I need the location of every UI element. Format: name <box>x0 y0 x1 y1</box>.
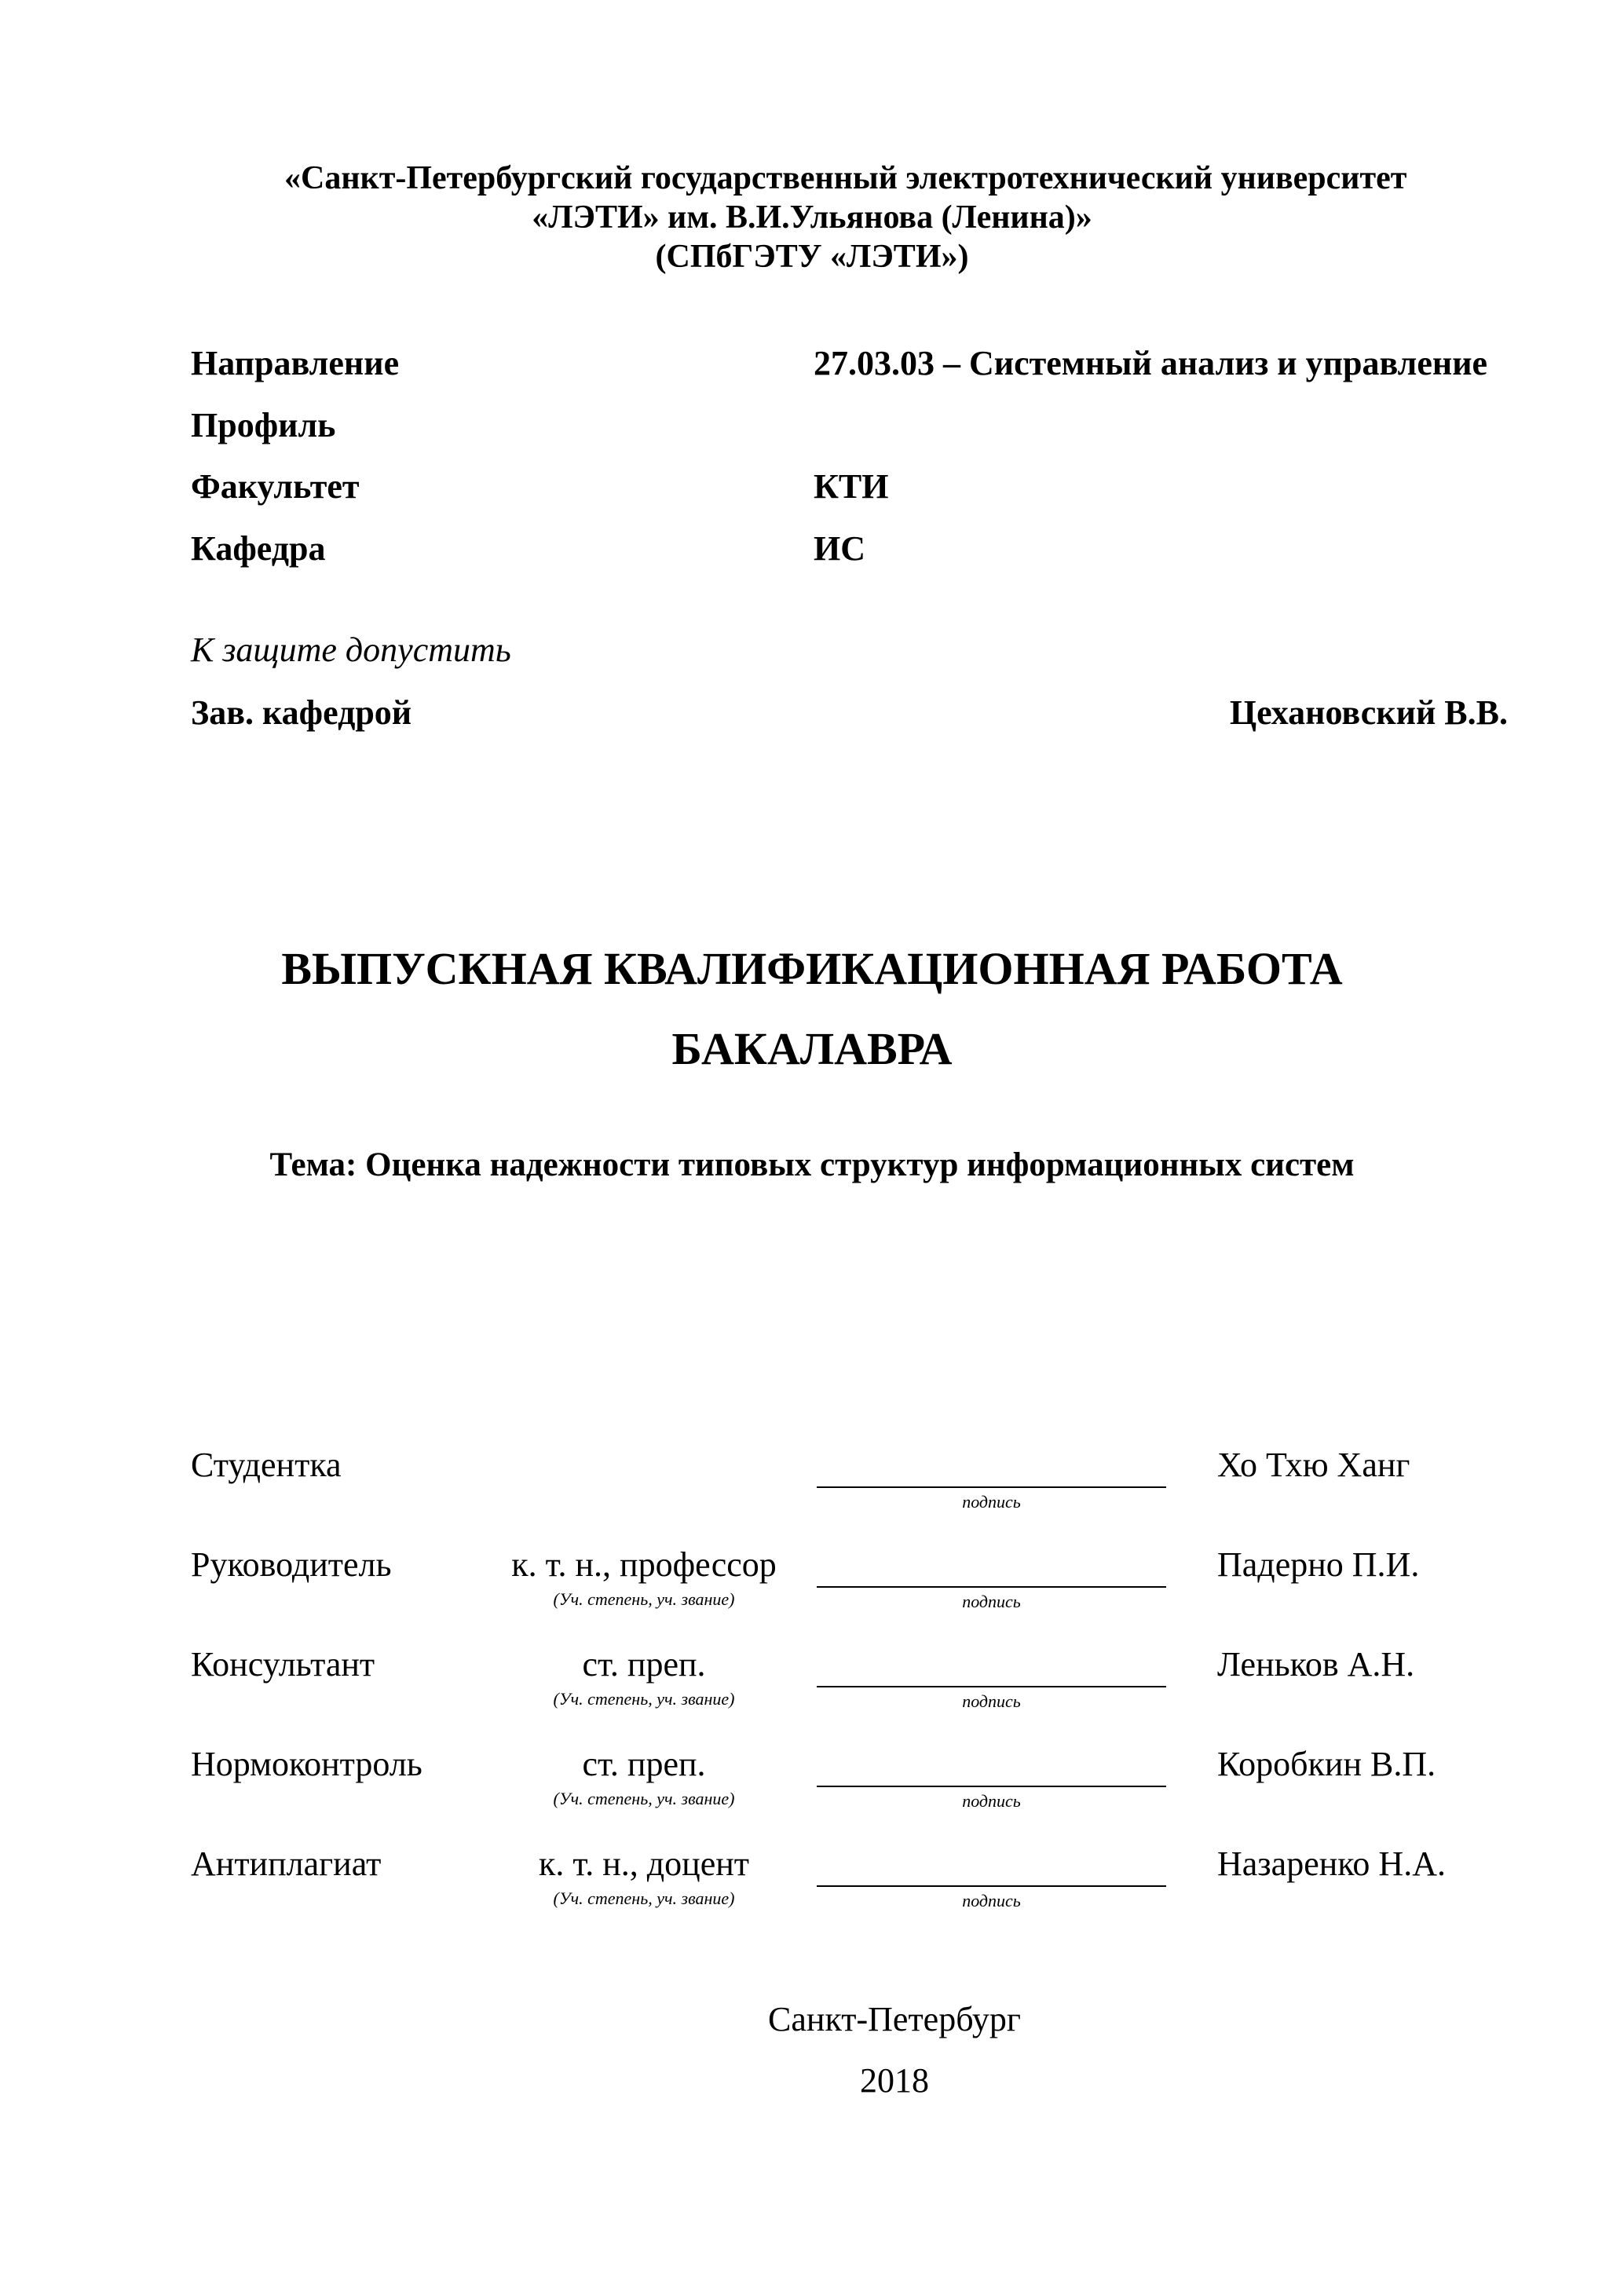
person-name: Коробкин В.П. <box>1217 1745 1436 1783</box>
role-label: Антиплагиат <box>191 1844 382 1883</box>
signature-line[interactable] <box>817 1885 1166 1887</box>
admit-to-defense-text: К защите допустить <box>191 631 511 669</box>
degree-hint: (Уч. степень, уч. звание) <box>553 1789 735 1808</box>
footer-year: 2018 <box>860 2061 929 2100</box>
work-title-line-1: ВЫПУСКНАЯ КВАЛИФИКАЦИОННАЯ РАБОТА <box>281 943 1343 994</box>
info-value-department: ИС <box>814 529 865 568</box>
degree-hint: (Уч. степень, уч. звание) <box>553 1888 735 1908</box>
signature-hint: подпись <box>962 1891 1021 1910</box>
degree-hint: (Уч. степень, уч. звание) <box>553 1589 735 1609</box>
info-label-direction: Направление <box>191 344 400 382</box>
info-label-department: Кафедра <box>191 529 326 568</box>
signature-line[interactable] <box>817 1786 1166 1787</box>
university-name-line-1: «Санкт-Петербургский государственный электротехнический университет <box>284 160 1407 196</box>
academic-degree: к. т. н., доцент <box>538 1844 750 1883</box>
footer-city: Санкт-Петербург <box>768 2000 1021 2038</box>
university-abbreviation: (СПбГЭТУ «ЛЭТИ») <box>655 239 969 275</box>
work-title-line-2: БАКАЛАВРА <box>671 1023 953 1074</box>
signature-hint: подпись <box>962 1592 1021 1611</box>
university-name-line-2: «ЛЭТИ» им. В.И.Ульянова (Ленина)» <box>532 199 1092 236</box>
head-of-department-name: Цехановский В.В. <box>1229 693 1508 732</box>
academic-degree: к. т. н., профессор <box>511 1545 777 1584</box>
degree-hint: (Уч. степень, уч. звание) <box>553 1689 735 1709</box>
academic-degree: ст. преп. <box>582 1645 706 1684</box>
info-label-profile: Профиль <box>191 406 336 444</box>
signature-line[interactable] <box>817 1486 1166 1488</box>
signature-line[interactable] <box>817 1686 1166 1687</box>
signature-hint: подпись <box>962 1492 1021 1512</box>
person-name: Леньков А.Н. <box>1217 1645 1415 1684</box>
signature-hint: подпись <box>962 1691 1021 1711</box>
info-value-faculty: КТИ <box>814 467 889 506</box>
person-name: Падерно П.И. <box>1217 1545 1420 1584</box>
role-label: Нормоконтроль <box>191 1745 422 1783</box>
signature-hint: подпись <box>962 1791 1021 1811</box>
academic-degree: ст. преп. <box>582 1745 706 1783</box>
person-name: Назаренко Н.А. <box>1217 1844 1446 1883</box>
work-theme: Тема: Оценка надежности типовых структур информационных систем <box>269 1146 1355 1183</box>
signature-line[interactable] <box>817 1586 1166 1588</box>
role-label: Руководитель <box>191 1545 392 1584</box>
head-of-department-label: Зав. кафедрой <box>191 693 412 732</box>
info-value-direction: 27.03.03 – Системный анализ и управление <box>814 344 1488 382</box>
role-label: Консультант <box>191 1645 375 1684</box>
person-name: Хо Тхю Ханг <box>1217 1446 1410 1484</box>
info-label-faculty: Факультет <box>191 467 360 506</box>
role-label: Студентка <box>191 1446 342 1484</box>
